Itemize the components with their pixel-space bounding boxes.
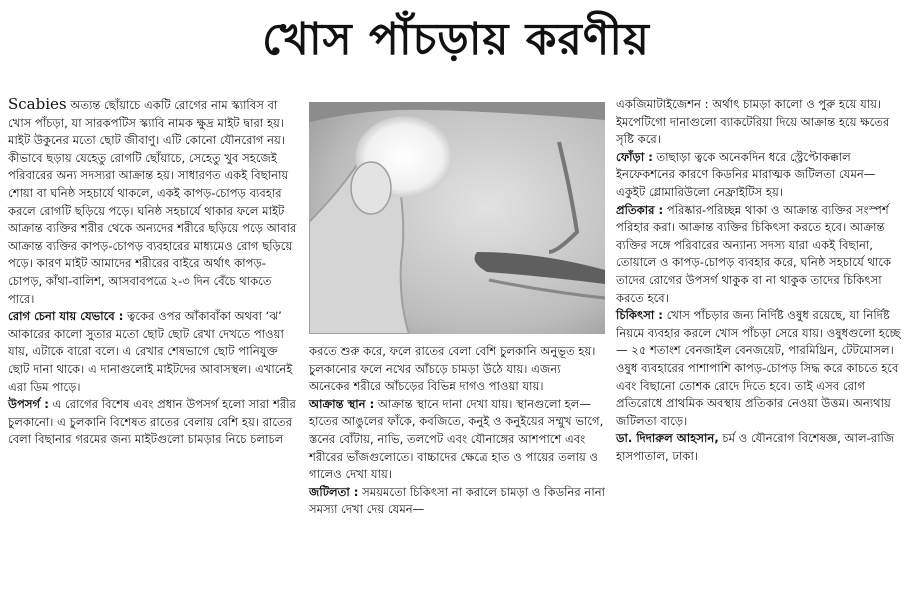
complications-subhead: জটিলতা : (309, 484, 359, 499)
symptoms-paragraph (8, 396, 298, 449)
author-credentials: চর্ম ও যৌনরোগ বিশেষজ্ঞ, আল-রাজি হাসপাতাল, ঢাকা। (616, 431, 895, 463)
face-cotton-pad-photo (309, 102, 605, 334)
complications-text: সময়মতো চিকিৎসা না করালে চামড়া ও কিডনির নানা সমস্যা দেখা দেয় যেমন— (309, 484, 605, 517)
treatment-paragraph (616, 307, 906, 430)
article-column-2 (309, 343, 605, 519)
eczematization-paragraph: একজিমাটাইজেশন : অর্থাৎ চামড়া কালো ও পুরু হয়ে যায়। ইমপেটিগো দানাগুলো ব্যাকটেরিয়া দিয়ে আক্রান্ত হয়ে ক্ষতের সৃষ্টি করে। (616, 97, 890, 147)
prevention-paragraph (616, 202, 906, 308)
diagnosis-subhead: রোগ চেনা যায় যেভাবে : (8, 309, 124, 324)
symptoms-subhead: উপসর্গ : (8, 397, 49, 412)
diagnosis-text: ত্বকের ওপর আঁকাবাঁকা অথবা ‘ঝ’ আকারের কালো সুতার মতো ছোট ছোট রেখা দেখতে পাওয়া যায়, এটাকে বারো বলে। এ রেখার শেষভাগে ছোট পানিযুক্ত ছোট দানা থাকে। এ দানাগুলোই মাইটদের আবাসস্থল। এখানেই এরা ডিম পাড়ে। (8, 309, 293, 394)
treatment-text: খোস পাঁচড়ার জন্য নির্দিষ্ট ওষুধ রয়েছে, যা নির্দিষ্ট নিয়মে ব্যবহার করলে খোস পাঁচড়া সেরে যায়। ওষুধগুলো হচ্ছে— ২৫ শতাংশ বেনজাইল বেনজয়েট, পারমিথ্রিন, টেটমোসল। ওষুধ ব্যবহারের পাশাপাশি কাপড়-চোপড় সিদ্ধ করে কাচতে হবে এবং বিছানো তোশক রোদে দিতে হবে। তাই এসব রোগ প্রতিরোধে প্রাথমিক অবস্থায় প্রতিকার নেওয়া উত্তম। অন্যথায় জটিলতা বাড়ে। (616, 308, 901, 428)
diagnosis-paragraph (8, 308, 298, 396)
prevention-text: পরিষ্কার-পরিচ্ছন্ন থাকা ও আক্রান্ত ব্যক্তির সংস্পর্শ পরিহার করা। আক্রান্ত ব্যক্তির চিকিৎসা করতে হবে। আক্রান্ত ব্যক্তির সঙ্গে পরিবারের অন্যান্য সদস্য যারা একই বিছানা, তোয়ালে ও কাপড়-চোপড় ব্যবহার করে, ঘনিষ্ঠ সহচার্যে থাকে তাদের রোগের উপসর্গ থাকুক বা না থাকুক তাদের চিকিৎসা করতে হবে। (616, 202, 892, 305)
intro-text: অত্যন্ত ছোঁয়াচে একটি রোগের নাম স্ক্যাবিস বা খোস পাঁচড়া, যা সারকপটিস স্ক্যাবি নামক ক্ষুদ্র মাইট দ্বারা হয়। মাইট উকুনের মতো ছোট জীবাণু। এটি কোনো যৌনরোগ নয়। কীভাবে ছড়ায় যেহেতু রোগটি ছোঁয়াচে, সেহেতু খুব সহজেই পরিবারের অন্য সদস্যরা আক্রান্ত হয়। সাধারণত একই বিছানায় শোয়া বা ঘনিষ্ঠ সহচার্যে থাকলে, একই কাপড়-চোপড় ব্যবহার করলে রোগটি ছড়িয়ে পড়ে। ঘনিষ্ঠ সহচার্যে থাকার ফলে মাইট আক্রান্ত ব্যক্তির শরীর থেকে অন্যদের শরীরে ছড়িয়ে পড়ে আবার আক্রান্ত ব্যক্তির কাপড়-চোপড় ব্যবহারের মাধ্যমেও রোগ ছড়িয়ে পড়ে। কারণ মাইট আমাদের শরীরের বাইরে অর্থাৎ কাপড়-চোপড়, কাঁথা-বালিশ, আসবাবপত্রে ২-৩ দিন বেঁচে থাকতে পারে। (8, 98, 297, 306)
author-name: ডা. দিদারুল আহসান, (616, 431, 719, 446)
affected-areas-text: আক্রান্ত স্থানে দানা দেখা যায়। স্থানগুলো হল— হাতের আঙুলের ফাঁকে, কবজিতে, কনুই ও কনুইয়ের সম্মুখ ভাগে, স্তনের বোঁটায়, নাভি, তলপেট এবং যৌনাঙ্গের আশপাশে এবং শরীরের ভাঁজগুলোতে। বাচ্চাদের ক্ষেত্রে হাত ও পায়ের তলায় ও গালেও দেখা যায়। (309, 396, 604, 482)
author-byline (616, 430, 906, 465)
affected-areas-subhead: আক্রান্ত স্থান : (309, 396, 375, 411)
prevention-subhead: প্রতিকার : (616, 202, 664, 217)
boil-paragraph (616, 149, 906, 202)
affected-areas-paragraph (309, 396, 605, 484)
article-column-3 (616, 96, 906, 465)
treatment-subhead: চিকিৎসা : (616, 308, 663, 323)
photo-illustration (309, 102, 605, 334)
symptoms-text: এ রোগের বিশেষ এবং প্রধান উপসর্গ হলো সারা শরীর চুলকানো। এ চুলকানি বিশেষত রাতের বেলায় বেশি হয়। রাতের বেলা বিছানার গরমের জন্য মাইটগুলো চামড়ার নিচে চলাচল (8, 397, 296, 447)
itch-paragraph: করতে শুরু করে, ফলে রাতের বেলা বেশি চুলকানি অনুভূত হয়। চুলকানোর ফলে নখের আঁচড়ে চামড়া উঠে যায়। এজন্য অনেকের শরীরে আঁচড়ের বিভিন্ন দাগও পাওয়া যায়। (309, 344, 596, 394)
boil-subhead: ফোঁড়া : (616, 149, 653, 164)
boil-text: তাছাড়া ত্বকে অনেকদিন ধরে স্ট্রেপ্টোকক্কাল ইনফেকশনের কারণে কিডনির মারাত্মক জটিলতা যেমন— একুইট গ্লোমারিউলো নেফ্রাইটিস হয়। (616, 149, 876, 199)
intro-paragraph (8, 96, 298, 308)
article-headline: খোস পাঁচড়ায় করণীয় (262, 14, 650, 65)
article-column-1 (8, 96, 298, 449)
complications-paragraph (309, 484, 605, 519)
lead-word: Scabies (8, 95, 67, 113)
